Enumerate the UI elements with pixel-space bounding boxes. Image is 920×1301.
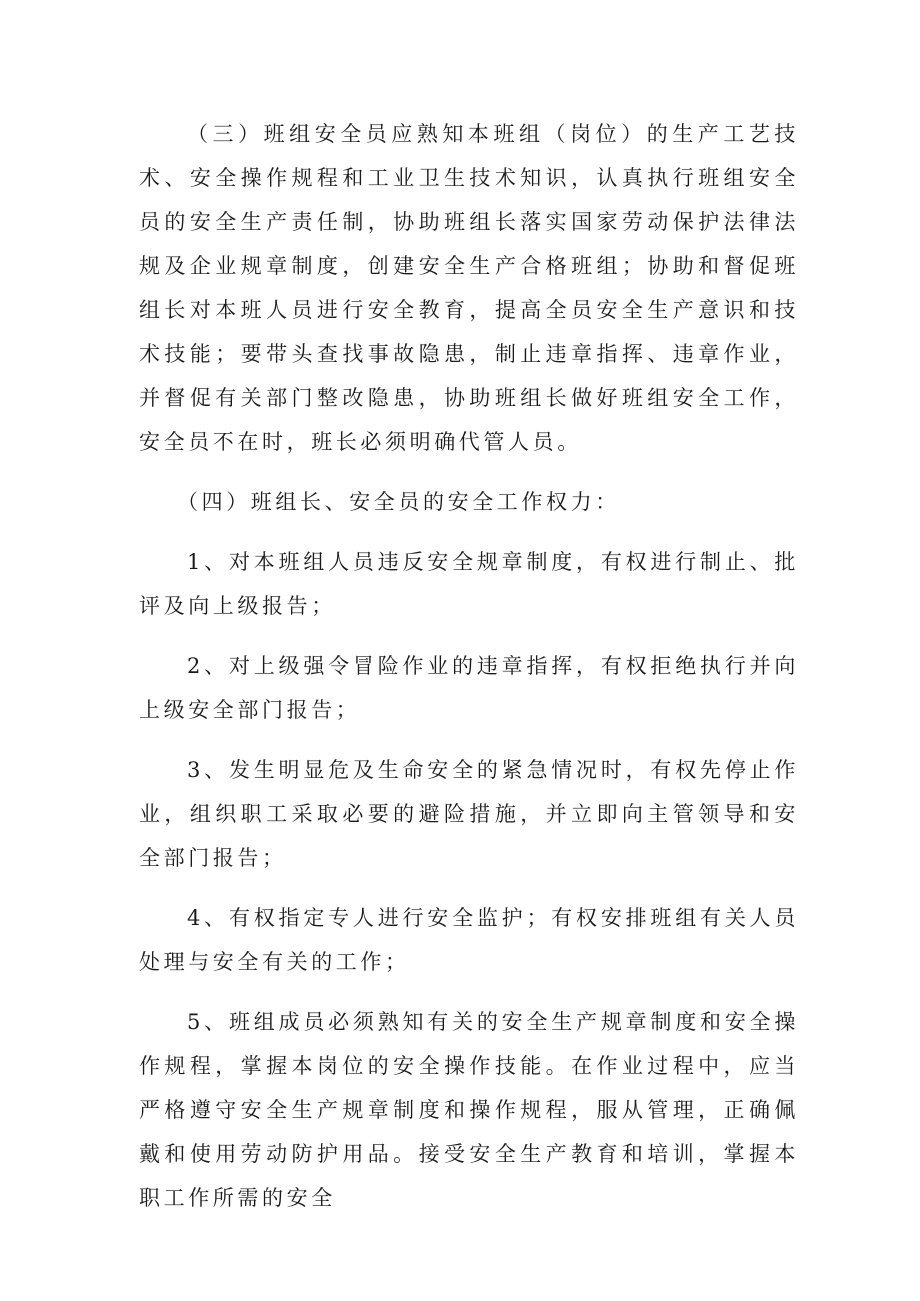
paragraph-item-4: 4、有权指定专人进行安全监护；有权安排班组有关人员处理与安全有关的工作；: [139, 906, 799, 974]
paragraph-section-4-heading: （四）班组长、安全员的安全工作权力：: [177, 490, 620, 514]
paragraph-item-1: 1、对本班组人员违反安全规章制度，有权进行制止、批评及向上级报告；: [139, 550, 799, 618]
paragraph-item-2: 2、对上级强令冒险作业的违章指挥，有权拒绝执行并向上级安全部门报告；: [139, 654, 799, 722]
paragraph-item-3: 3、发生明显危及生命安全的紧急情况时，有权先停止作业，组织职工采取必要的避险措施，并立即向主管领导和安全部门报告；: [139, 758, 799, 870]
paragraph-item-5: 5、班组成员必须熟知有关的安全生产规章制度和安全操作规程，掌握本岗位的安全操作技能。在作业过程中，应当严格遵守安全生产规章制度和操作规程，服从管理，正确佩戴和使用劳动防护用品。接受安全生产教育和培训，掌握本职工作所需的安全: [139, 1010, 799, 1210]
paragraph-section-3: （三）班组安全员应熟知本班组（岗位）的生产工艺技术、安全操作规程和工业卫生技术知识，认真执行班组安全员的安全生产责任制，协助班组长落实国家劳动保护法律法规及企业规章制度，创建安全生产合格班组；协助和督促班组长对本班人员进行安全教育，提高全员安全生产意识和技术技能；要带头查找事故隐患，制止违章指挥、违章作业，并督促有关部门整改隐患，协助班组长做好班组安全工作，安全员不在时，班长必须明确代管人员。: [139, 122, 799, 454]
document-body: [139, 112, 799, 1236]
